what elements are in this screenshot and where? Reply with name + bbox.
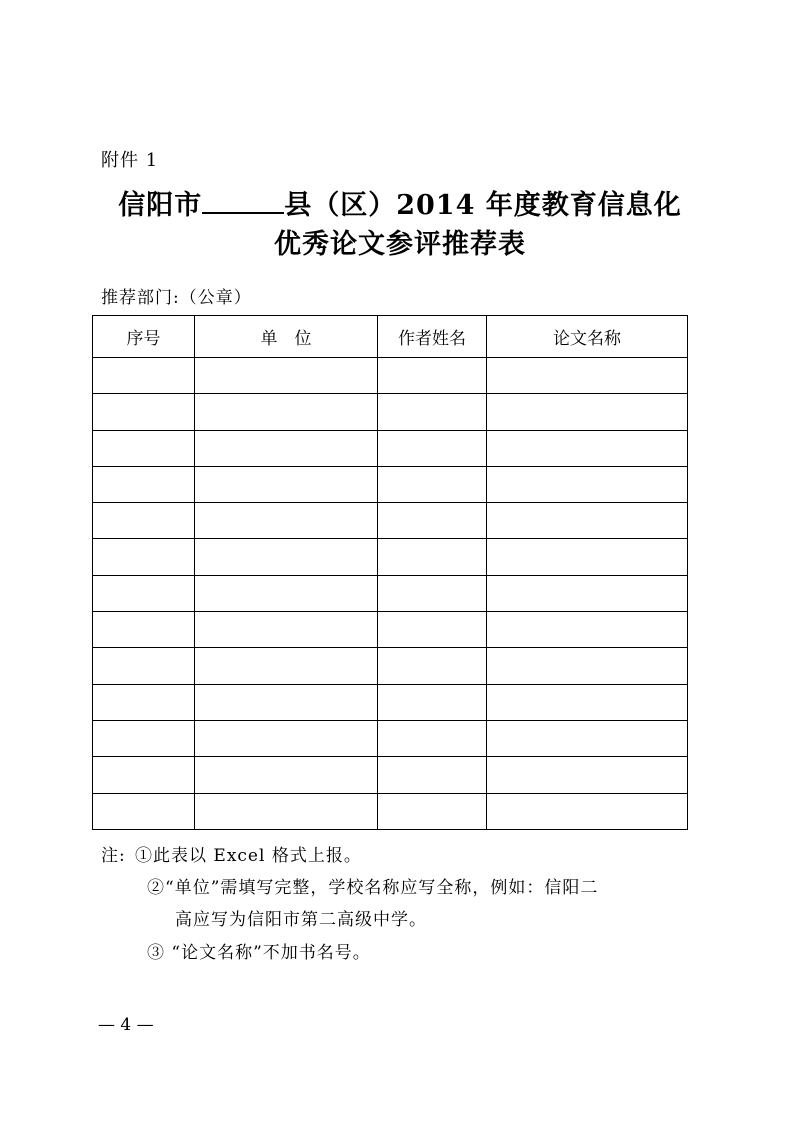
table-header-row — [93, 316, 688, 358]
cell-serial-number[interactable] — [93, 394, 195, 430]
cell-unit[interactable] — [195, 757, 378, 793]
cell-serial-number[interactable] — [93, 684, 195, 720]
recommending-dept-label: 推荐部门:（公章） — [101, 288, 252, 308]
cell-serial-number[interactable] — [93, 648, 195, 684]
cell-paper-title[interactable] — [487, 612, 688, 648]
cell-serial-number[interactable] — [93, 793, 195, 829]
cell-paper-title[interactable] — [487, 503, 688, 539]
cell-author-name[interactable] — [378, 430, 487, 466]
recommendation-table — [92, 315, 688, 830]
document-title-line1 — [0, 183, 800, 222]
cell-unit[interactable] — [195, 575, 378, 611]
header-unit: 单 位 — [195, 316, 378, 358]
cell-author-name[interactable] — [378, 720, 487, 756]
cell-unit[interactable] — [195, 684, 378, 720]
note-2-line1: ②“单位”需填写完整，学校名称应写全称，例如：信阳二 — [147, 878, 599, 898]
cell-paper-title[interactable] — [487, 394, 688, 430]
cell-unit[interactable] — [195, 720, 378, 756]
cell-serial-number[interactable] — [93, 539, 195, 575]
cell-serial-number[interactable] — [93, 575, 195, 611]
attachment-label: 附件 1 — [101, 150, 159, 171]
cell-unit[interactable] — [195, 430, 378, 466]
cell-author-name[interactable] — [378, 503, 487, 539]
cell-unit[interactable] — [195, 539, 378, 575]
title-rest: 县（区）2014 年度教育信息化 — [284, 190, 682, 221]
cell-serial-number[interactable] — [93, 466, 195, 502]
county-blank-field[interactable] — [202, 190, 284, 214]
cell-paper-title[interactable] — [487, 793, 688, 829]
table-row — [93, 539, 688, 575]
cell-serial-number[interactable] — [93, 503, 195, 539]
cell-author-name[interactable] — [378, 684, 487, 720]
cell-unit[interactable] — [195, 466, 378, 502]
cell-author-name[interactable] — [378, 612, 487, 648]
cell-author-name[interactable] — [378, 466, 487, 502]
page-number: — 4 — — [98, 1015, 154, 1035]
cell-serial-number[interactable] — [93, 430, 195, 466]
note-1: ①此表以 Excel 格式上报。 — [135, 846, 362, 866]
cell-paper-title[interactable] — [487, 466, 688, 502]
cell-unit[interactable] — [195, 503, 378, 539]
cell-unit[interactable] — [195, 648, 378, 684]
cell-paper-title[interactable] — [487, 575, 688, 611]
cell-author-name[interactable] — [378, 539, 487, 575]
cell-author-name[interactable] — [378, 575, 487, 611]
table-row — [93, 612, 688, 648]
document-title-line2: 优秀论文参评推荐表 — [274, 229, 526, 260]
table-row — [93, 430, 688, 466]
cell-paper-title[interactable] — [487, 757, 688, 793]
cell-serial-number[interactable] — [93, 757, 195, 793]
table-row — [93, 720, 688, 756]
header-author-name: 作者姓名 — [378, 316, 487, 358]
table-row — [93, 358, 688, 394]
cell-author-name[interactable] — [378, 793, 487, 829]
cell-author-name[interactable] — [378, 648, 487, 684]
cell-author-name[interactable] — [378, 757, 487, 793]
cell-serial-number[interactable] — [93, 358, 195, 394]
cell-unit[interactable] — [195, 358, 378, 394]
notes-prefix: 注: — [101, 846, 126, 866]
table-row — [93, 793, 688, 829]
cell-author-name[interactable] — [378, 394, 487, 430]
cell-unit[interactable] — [195, 394, 378, 430]
table-row — [93, 394, 688, 430]
table-row — [93, 503, 688, 539]
cell-paper-title[interactable] — [487, 684, 688, 720]
table-row — [93, 757, 688, 793]
table-row — [93, 648, 688, 684]
cell-serial-number[interactable] — [93, 612, 195, 648]
note-2-line2: 高应写为信阳市第二高级中学。 — [175, 910, 427, 930]
table-row — [93, 466, 688, 502]
cell-paper-title[interactable] — [487, 648, 688, 684]
cell-paper-title[interactable] — [487, 430, 688, 466]
cell-unit[interactable] — [195, 793, 378, 829]
header-serial-number: 序号 — [93, 316, 195, 358]
cell-unit[interactable] — [195, 612, 378, 648]
cell-serial-number[interactable] — [93, 720, 195, 756]
cell-paper-title[interactable] — [487, 358, 688, 394]
cell-author-name[interactable] — [378, 358, 487, 394]
header-paper-title: 论文名称 — [487, 316, 688, 358]
cell-paper-title[interactable] — [487, 539, 688, 575]
title-city: 信阳市 — [118, 190, 203, 221]
note-3: ③ “论文名称”不加书名号。 — [147, 943, 371, 963]
table-row — [93, 575, 688, 611]
table-row — [93, 684, 688, 720]
cell-paper-title[interactable] — [487, 720, 688, 756]
